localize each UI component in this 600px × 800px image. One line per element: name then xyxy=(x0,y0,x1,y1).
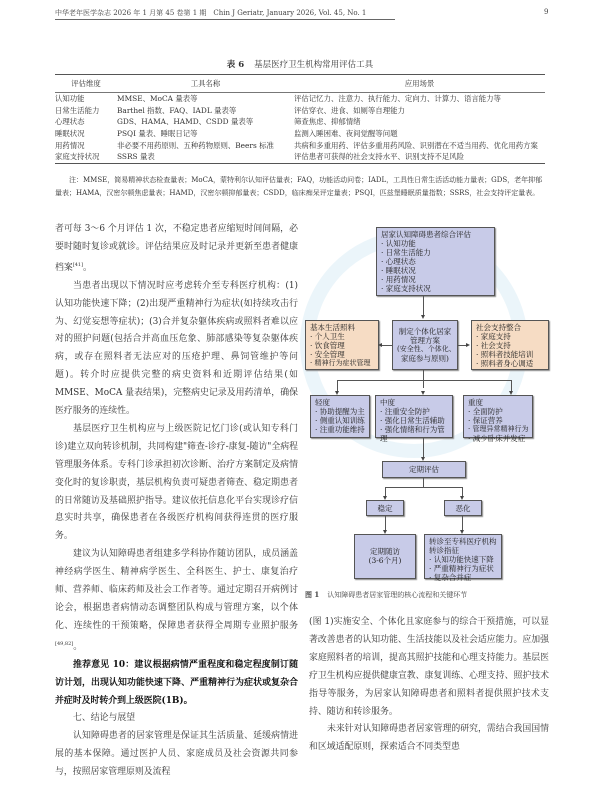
table-cell: MMSE、MoCA 量表等 xyxy=(117,94,198,104)
connector xyxy=(381,345,392,346)
list-item: · 精神行为症状管理 xyxy=(310,359,371,367)
item-text: 用药情况 xyxy=(385,275,416,284)
plan-line: (安全性、个体化、 xyxy=(397,345,456,353)
table-cell: 家庭支持状况 xyxy=(55,151,117,163)
list-item: · 睡眠状况 xyxy=(381,266,416,275)
table-note: 注：MMSE，简易精神状态检查量表；MoCA，蒙特利尔认知评估量表；FAQ，功能活动问卷；IADL，工具性日常生活活动能力量表；GDS，老年抑郁量表；HAMA，汉密尔顿焦虑量表；HAMD，汉密尔顿抑郁量表；CSDD，临床痴呆评定量表；PSQI，匹兹堡睡眠质量指数；SSRS，社会支持评定量表。 xyxy=(55,176,543,197)
connector xyxy=(423,370,424,388)
item-text: 心理状态 xyxy=(385,257,416,266)
table-cell: 共病和多重用药、评估多重用药风险、识别潜在不适当用药、优化用药方案 xyxy=(294,140,538,150)
list-item: · 个人卫生 xyxy=(310,332,345,341)
plan-line: 家庭参与原则) xyxy=(401,354,449,363)
connector xyxy=(462,516,463,531)
connector xyxy=(423,438,424,459)
paragraph: 基层医疗卫生机构应与上级医院记忆门诊(或认知专科门诊)建立双向转诊机制，共同构建"筛查-诊疗-康复-随访"全病程管理服务体系。专科门诊承担初次诊断、治疗方案制定及病情变化时的复诊职责，基层机构负责可疑患者筛查、稳定期患者的日常随访及基础照护指导。建议依托信息化平台实现诊疗信息实时共享，确保患者在各级医疗机构间获得连贯的医疗服务。 xyxy=(55,423,298,542)
column-header: 评估维度 xyxy=(55,75,117,93)
list-item: · 强化情绪和行为管理 xyxy=(380,425,445,443)
plan-line: 管理方案 xyxy=(410,336,440,345)
list-item: · 保证营养 xyxy=(468,416,503,425)
item-text: 睡眠状况 xyxy=(385,266,416,275)
box-comprehensive-assessment xyxy=(376,227,495,296)
paragraph-text: 者可每 3～6 个月评估 1 次，不稳定患者应缩短时间间隔，必要时随时复诊或就诊。评估结果应及时记录并更新至患者健康档案 xyxy=(55,224,298,273)
table-cell: GDS、HAMA、HAMD、CSDD 量表等 xyxy=(117,117,254,127)
list-item: · 社会支持 xyxy=(476,341,511,350)
left-column xyxy=(55,221,298,782)
list-item: · 协助提醒为主 xyxy=(315,407,365,416)
table-cell: Barthel 指数、FAQ、IADL 量表等 xyxy=(117,105,237,115)
table-header-row xyxy=(55,75,545,93)
table-cell: 评估患者可获得的社会支持水平、识别支持不足风险 xyxy=(294,151,545,163)
box-social-support xyxy=(471,320,549,370)
list-item: · 认知功能快速下降 xyxy=(429,555,494,564)
list-item: · 照料者技能培训 xyxy=(476,350,534,359)
list-item: · 减少卧床并发症 xyxy=(468,434,526,443)
item-text: 全面防护 xyxy=(472,407,503,416)
connector xyxy=(337,380,511,381)
box-periodic-assessment: 定期评估 xyxy=(382,461,466,478)
table-caption xyxy=(0,58,600,70)
list-item: · 用药情况 xyxy=(381,275,416,284)
item-text: 日常生活能力 xyxy=(385,248,431,257)
paragraph: 未来针对认知障碍患者居家管理的研究，需结合我国国情和区域适配原则，探索适合不同类型患 xyxy=(309,724,549,753)
item-text: 照料者技能培训 xyxy=(480,350,534,359)
connector xyxy=(385,516,386,531)
table-label: 表 6 xyxy=(226,60,245,70)
table-cell: SSRS 量表 xyxy=(117,151,294,163)
box-stable: 稳定 xyxy=(366,500,404,516)
connector xyxy=(385,487,463,488)
assessment-tools-table xyxy=(55,74,545,164)
item-text: 保证营养 xyxy=(472,416,503,425)
item-text: 复杂合并症 xyxy=(433,573,472,582)
list-item: · 复杂合并症 xyxy=(429,573,472,582)
list-item: · 家庭支持 xyxy=(476,332,511,341)
paragraph-end: 。 xyxy=(83,262,92,273)
arrow-down xyxy=(421,315,425,319)
connector xyxy=(423,296,424,316)
column-header: 应用场景 xyxy=(294,75,545,93)
list-item: · 全面防护 xyxy=(468,407,503,416)
box-mild xyxy=(310,395,370,438)
box-followup xyxy=(354,534,416,579)
item-text: 家庭支持状况 xyxy=(385,284,431,293)
figure-caption xyxy=(305,590,555,600)
item-text: 严重精神行为症状 xyxy=(433,564,494,573)
box-worse: 恶化 xyxy=(444,500,482,516)
section-heading: 七、结论与展望 xyxy=(73,713,136,724)
list-item: · 安全管理 xyxy=(310,350,345,359)
item-text: 认知功能快速下降 xyxy=(433,555,494,564)
figure-label: 图 1 xyxy=(305,590,320,599)
box-title: 居家认知障碍患者综合评估 xyxy=(381,230,471,239)
table-cell: 心理状态 xyxy=(55,117,85,127)
paragraph-text: 建议为认知障碍患者组建多学科协作随访团队，成员涵盖神经病学医生、精神病学医生、全科医生、护士、康复治疗师、营养师、临床药师及社会工作者等。通过定期召开病例讨论会，根据患者病情动态调整团队构成与管理方案，以个体化、连续性的干预策略，保障患者获得全周期专业照护服务 xyxy=(55,549,298,631)
list-item: · 认知功能 xyxy=(381,239,416,248)
table-cell: 筛查焦虑、抑郁情绪 xyxy=(294,117,361,127)
box-title: 重度 xyxy=(468,398,483,407)
list-item: · 照料者身心调适 xyxy=(476,359,534,368)
table-cell: 评估穿衣、进食、如厕等自理能力 xyxy=(294,105,405,115)
item-text: 管理异常精神行为 xyxy=(472,425,529,433)
table-row xyxy=(55,116,545,128)
box-referral xyxy=(424,534,502,582)
arrow-left xyxy=(378,343,382,347)
item-text: 社会支持 xyxy=(480,341,511,350)
citation: [49,82] xyxy=(55,640,74,647)
box-moderate xyxy=(375,395,453,443)
table-cell: 非必要不用药原则、五种药物原则、Beers 标准 xyxy=(117,140,274,150)
item-text: 注重安全防护 xyxy=(384,407,430,416)
item-text: 个人卫生 xyxy=(314,332,345,341)
paragraph-end: 。 xyxy=(73,641,83,652)
item-text: 注重功能维持 xyxy=(319,425,365,434)
paragraph: 当患者出现以下情况时应考虑转介至专科医疗机构：(1)认知功能快速下降；(2)出现严重精神行为症状(如持续攻击行为、幻觉妄想等症状)；(3)合并复杂躯体疾病或照料者难以应对的照护问题(包括合并高血压危象、肺部感染等复杂躯体疾病，或存在照料者无法应对的压疮护理、鼻饲管维护等问题)。转介时应提供完整的病史资料和近期评估结果(如 MMSE、MoCA 量表结果)，完整病史记录及用药清单，确保医疗服务的连续性。 xyxy=(55,280,298,417)
item-text: 认知功能 xyxy=(385,239,416,248)
table-cell: 监测入睡困难、夜间觉醒等问题 xyxy=(294,129,398,139)
list-item: · 管理异常精神行为 xyxy=(468,425,529,433)
list-item: · 注重安全防护 xyxy=(380,407,430,416)
list-item: · 强化日常生活辅助 xyxy=(380,416,445,425)
paragraph: (图 1)实施安全、个体化且家庭参与的综合干预措施，可以显著改善患者的认知功能、生活技能以及社会适应能力。应加强家庭照料者的培训，提高其照护技能和心理支持能力。基层医疗卫生机构应提供健康宣教、康复训练、心理支持、照护技术指导等服务，为居家认知障碍患者和照料者提供照护技术支持、随访和转诊服务。 xyxy=(309,617,549,717)
table-row xyxy=(55,105,545,117)
table-cell: PSQI 量表、睡眠日记等 xyxy=(117,129,198,139)
followup-line: 定期随访 xyxy=(370,547,400,556)
citation: [41] xyxy=(72,261,84,268)
figure-title: 认知障碍患者居家管理的核心流程和关键环节 xyxy=(327,591,468,599)
box-title: 转诊至专科医疗机构 xyxy=(429,537,497,546)
item-text: 精神行为症状管理 xyxy=(314,359,371,367)
table-cell: 评估记忆力、注意力、执行能力、定向力、计算力、语言能力等 xyxy=(294,94,501,104)
item-text: 饮食管理 xyxy=(314,341,345,350)
box-basic-care xyxy=(305,320,379,370)
table-row xyxy=(55,128,545,140)
item-text: 侧重认知训练 xyxy=(319,416,365,425)
column-header: 工具名称 xyxy=(117,75,294,93)
running-header: 中华老年医学杂志 2026 年 1 月第 45 卷第 1 期 Chin J Geriatr, January 2026, Vol. 45, No. 1 xyxy=(55,8,395,20)
item-text: 照料者身心调适 xyxy=(480,359,534,368)
list-item: · 严重精神行为症状 xyxy=(429,564,494,573)
box-individual-plan xyxy=(392,320,458,370)
table-cell: 日常生活能力 xyxy=(55,105,100,115)
table-row xyxy=(55,93,545,105)
item-text: 协助提醒为主 xyxy=(319,407,365,416)
list-item: · 日常生活能力 xyxy=(381,248,431,257)
box-severe xyxy=(463,395,533,443)
list-item: · 家庭支持状况 xyxy=(381,284,431,293)
box-subtitle: 转诊指征 xyxy=(429,546,459,555)
page-number: 9 xyxy=(544,8,549,16)
table-cell: 认知功能 xyxy=(55,94,85,104)
paragraph: 认知障碍患者的居家管理是保证其生活质量、延缓病情进展的基本保障。通过医护人员、家庭成员及社会资源共同参与，按照居家管理原则及流程 xyxy=(55,731,298,778)
box-title: 基本生活照料 xyxy=(310,323,355,332)
arrow-right xyxy=(466,343,470,347)
list-item: · 饮食管理 xyxy=(310,341,345,350)
paragraph xyxy=(55,546,298,656)
box-title: 中度 xyxy=(380,398,395,407)
connector xyxy=(423,478,424,487)
recommendation: 推荐意见 10：建议根据病情严重程度和稳定程度制订随访计划，出现认知功能快速下降、严重精神行为症状或复杂合并症时及时转介到上级医院(1B)。 xyxy=(55,659,298,706)
followup-line: (3-6个月) xyxy=(368,556,402,565)
table-row xyxy=(55,139,545,151)
item-text: 减少卧床并发症 xyxy=(472,434,526,443)
table-cell: 用药情况 xyxy=(55,140,85,150)
item-text: 强化日常生活辅助 xyxy=(384,416,445,425)
list-item: · 侧重认知训练 xyxy=(315,416,365,425)
table-title: 基层医疗卫生机构常用评估工具 xyxy=(254,60,374,70)
list-item: · 注重功能维持 xyxy=(315,425,365,434)
table-row xyxy=(55,151,545,163)
item-text: 强化情绪和行为管理 xyxy=(380,425,445,443)
box-title: 轻度 xyxy=(315,398,330,407)
list-item: · 心理状态 xyxy=(381,257,416,266)
item-text: 安全管理 xyxy=(314,350,345,359)
box-title: 社会支持整合 xyxy=(476,323,521,332)
item-text: 家庭支持 xyxy=(480,332,511,341)
plan-line: 制定个体化居家 xyxy=(398,327,452,336)
paragraph xyxy=(55,221,298,278)
right-column xyxy=(309,614,549,757)
table-cell: 睡眠状况 xyxy=(55,129,85,139)
